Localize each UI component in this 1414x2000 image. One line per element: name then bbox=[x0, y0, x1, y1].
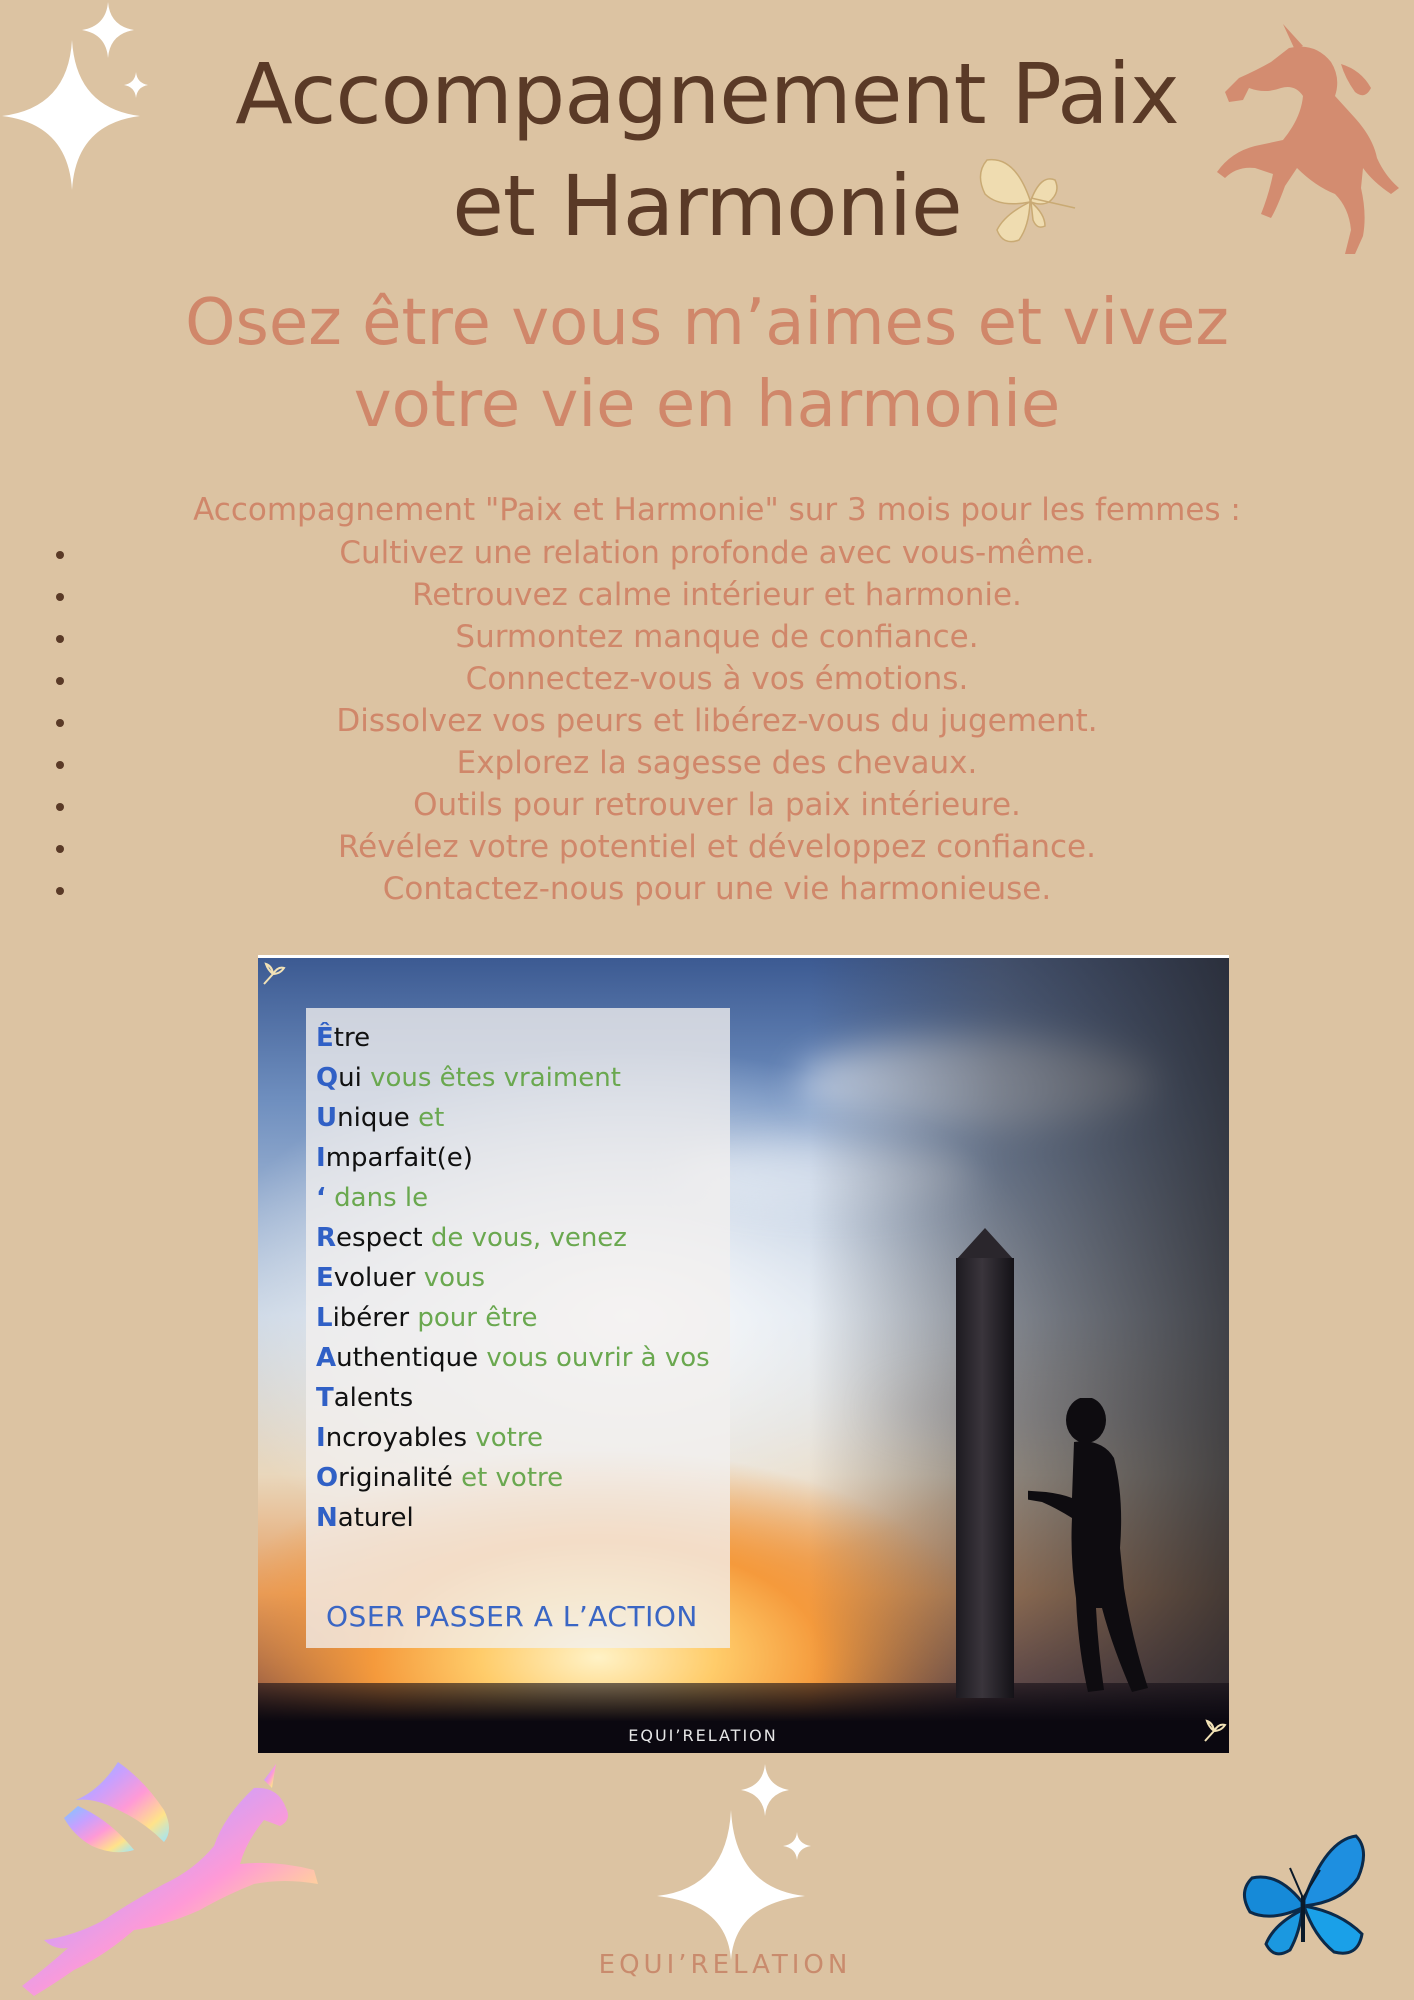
acrostic-extra: pour être bbox=[409, 1303, 538, 1333]
pillar-top bbox=[956, 1228, 1014, 1260]
acrostic-line bbox=[316, 1018, 726, 1058]
list-item: Contactez-nous pour une vie harmonieuse. bbox=[0, 868, 1414, 910]
acrostic-extra: votre bbox=[467, 1423, 543, 1453]
list-item: Dissolvez vos peurs et libérez-vous du jugement. bbox=[0, 700, 1414, 742]
acrostic-line bbox=[316, 1138, 726, 1178]
list-item: Explorez la sagesse des chevaux. bbox=[0, 742, 1414, 784]
sparkle-icon bbox=[655, 1760, 825, 1960]
acrostic-extra: vous bbox=[415, 1263, 486, 1293]
tagline bbox=[0, 282, 1414, 446]
list-item: Retrouvez calme intérieur et harmonie. bbox=[0, 574, 1414, 616]
title-line-1: Accompagnement Paix bbox=[235, 45, 1179, 143]
acrostic-letter: E bbox=[316, 1263, 334, 1293]
acrostic-letter: U bbox=[316, 1103, 338, 1133]
photo-brand: EQUI’RELATION bbox=[628, 1726, 778, 1745]
acrostic-word: aturel bbox=[337, 1503, 414, 1533]
hero-photo bbox=[258, 955, 1229, 1753]
acrostic-letter: N bbox=[316, 1503, 338, 1533]
tagline-line-2: votre vie en harmonie bbox=[353, 368, 1061, 442]
acrostic-word: espect bbox=[336, 1223, 423, 1253]
acrostic-word: tre bbox=[333, 1023, 371, 1053]
list-item: Outils pour retrouver la paix intérieure. bbox=[0, 784, 1414, 826]
list-item: Surmontez manque de confiance. bbox=[0, 616, 1414, 658]
acrostic-line bbox=[316, 1298, 726, 1338]
acrostic-letter: I bbox=[316, 1423, 326, 1453]
benefits-list bbox=[0, 532, 1414, 910]
acrostic-line bbox=[316, 1098, 726, 1138]
acrostic-line bbox=[316, 1058, 726, 1098]
intro-text: Accompagnement "Paix et Harmonie" sur 3 mois pour les femmes : bbox=[193, 492, 1241, 528]
acrostic-line bbox=[316, 1258, 726, 1298]
acrostic-word: ncroyables bbox=[325, 1423, 468, 1453]
acrostic-panel bbox=[306, 1008, 730, 1648]
acrostic-letter: O bbox=[316, 1463, 339, 1493]
acrostic-line bbox=[316, 1338, 726, 1378]
acrostic-line bbox=[316, 1218, 726, 1258]
acrostic-word: ui bbox=[338, 1063, 362, 1093]
acrostic-letter: L bbox=[316, 1303, 333, 1333]
cta-text: OSER PASSER A L’ACTION bbox=[326, 1600, 698, 1633]
acrostic-letter: A bbox=[316, 1343, 337, 1373]
acrostic-word: riginalité bbox=[338, 1463, 453, 1493]
acrostic-line bbox=[316, 1498, 726, 1538]
acrostic-word: alents bbox=[333, 1383, 414, 1413]
acrostic-extra: et votre bbox=[452, 1463, 564, 1493]
acrostic-letter: Q bbox=[316, 1063, 339, 1093]
list-item: Révélez votre potentiel et développez confiance. bbox=[0, 826, 1414, 868]
page-title bbox=[0, 38, 1414, 262]
list-item: Cultivez une relation profonde avec vous-même. bbox=[0, 532, 1414, 574]
fairy-icon bbox=[260, 962, 286, 988]
acrostic-extra: et bbox=[409, 1103, 445, 1133]
title-line-2: et Harmonie bbox=[452, 157, 962, 255]
acrostic-extra: vous ouvrir à vos bbox=[478, 1343, 710, 1373]
list-item: Connectez-vous à vos émotions. bbox=[0, 658, 1414, 700]
acrostic-line bbox=[316, 1458, 726, 1498]
acrostic-word: uthentique bbox=[336, 1343, 479, 1373]
acrostic-extra: dans le bbox=[325, 1183, 429, 1213]
acrostic-letter: I bbox=[316, 1143, 326, 1173]
acrostic-letter: T bbox=[316, 1383, 334, 1413]
acrostic-word: mparfait(e) bbox=[325, 1143, 473, 1173]
acrostic-word: nique bbox=[337, 1103, 410, 1133]
acrostic-line bbox=[316, 1178, 726, 1218]
acrostic-line bbox=[316, 1378, 726, 1418]
acrostic-letter: R bbox=[316, 1223, 337, 1253]
acrostic-letter: Ê bbox=[316, 1023, 334, 1053]
acrostic-letter: ‘ bbox=[316, 1183, 326, 1213]
acrostic-extra: de vous, venez bbox=[422, 1223, 627, 1253]
acrostic-word: voluer bbox=[333, 1263, 416, 1293]
acrostic bbox=[316, 1018, 726, 1538]
fairy-icon bbox=[1201, 1719, 1227, 1745]
footer-brand: EQUI’RELATION bbox=[598, 1950, 852, 1980]
man-silhouette-icon bbox=[1028, 1398, 1168, 1698]
pillar bbox=[956, 1258, 1014, 1698]
acrostic-line bbox=[316, 1418, 726, 1458]
acrostic-extra: vous êtes vraiment bbox=[361, 1063, 621, 1093]
acrostic-word: ibérer bbox=[332, 1303, 410, 1333]
tagline-line-1: Osez être vous m’aimes et vivez bbox=[185, 286, 1229, 360]
